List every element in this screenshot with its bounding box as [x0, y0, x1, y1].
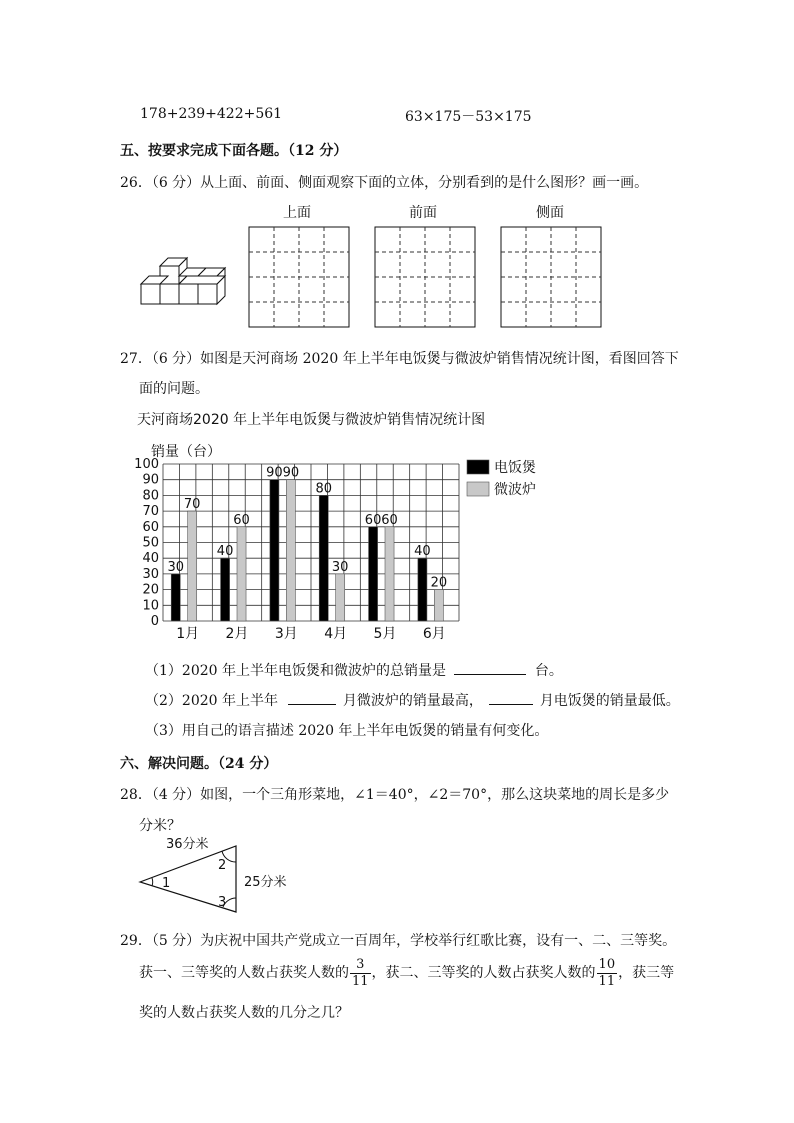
- bar-rice-cooker: [221, 558, 230, 621]
- y-tick-label: 40: [142, 551, 159, 567]
- x-tick-label: 2月: [225, 626, 249, 642]
- bar-value-label: 90: [266, 465, 283, 481]
- bar-value-label: 70: [183, 497, 201, 513]
- chart-svg: [134, 404, 541, 644]
- question-27-sub2-middle: 月微波炉的销量最高，: [342, 693, 483, 709]
- bar-value-label: 60: [381, 512, 398, 528]
- question-27-sub2: [145, 690, 680, 710]
- y-tick-label: 100: [134, 457, 159, 472]
- fraction-3-11: [350, 957, 371, 990]
- section-six-title: 六、解决问题。（24 分）: [120, 756, 278, 772]
- question-29-text-b: ，获二、三等奖的人数占获奖人数的: [371, 965, 596, 981]
- bar-value-label: 90: [282, 465, 300, 481]
- y-tick-label: 50: [142, 535, 159, 551]
- bar-value-label: 40: [216, 544, 234, 560]
- question-29-line3: 奖的人数占获奖人数的几分之几？: [139, 1005, 349, 1021]
- bar-rice-cooker: [319, 495, 328, 621]
- bar-microwave: [237, 527, 246, 621]
- view-label-top: 上面: [283, 205, 311, 221]
- fraction-10-11-numerator: 10: [598, 956, 616, 972]
- grid-top-view[interactable]: [248, 226, 350, 328]
- fraction-3-11-denominator: 11: [352, 973, 369, 989]
- sales-bar-chart: [134, 404, 541, 644]
- bar-microwave: [336, 574, 345, 621]
- legend-swatch: [467, 482, 489, 496]
- bar-value-label: 60: [364, 512, 382, 528]
- triangle-field-figure: [136, 836, 296, 918]
- section-five-title: 五、按要求完成下面各题。（12 分）: [120, 143, 348, 159]
- angle-2-label: 2: [218, 858, 227, 873]
- question-29-line1: 29．（5 分）为庆祝中国共产党成立一百周年，学校举行红歌比赛，设有一、二、三等奖。: [120, 933, 677, 949]
- y-tick-label: 60: [142, 519, 159, 535]
- legend-swatch: [467, 460, 489, 474]
- question-27-sub1-suffix: 台。: [534, 663, 563, 679]
- bar-rice-cooker: [369, 527, 378, 621]
- x-tick-label: 1月: [176, 626, 200, 642]
- y-tick-label: 30: [142, 566, 159, 582]
- bar-value-label: 40: [414, 544, 431, 560]
- legend-label: 微波炉: [494, 482, 536, 498]
- side-top-label: 36分米: [166, 837, 209, 852]
- fraction-3-11-numerator: 3: [350, 957, 371, 974]
- view-label-side: 侧面: [536, 205, 564, 221]
- question-28-line1: 28．（4 分）如图，一个三角形菜地，∠1＝40°，∠2＝70°，那么这块菜地的周长是多少: [120, 787, 670, 803]
- grid-front-view[interactable]: [374, 226, 476, 328]
- question-27-sub3: （3）用自己的语言描述 2020 年上半年电饭煲的销量有何变化。: [145, 723, 549, 739]
- legend-label: 电饭煲: [494, 460, 536, 476]
- bar-rice-cooker: [270, 480, 279, 621]
- x-tick-label: 4月: [324, 626, 348, 642]
- x-tick-label: 6月: [422, 626, 446, 642]
- x-tick-label: 5月: [373, 626, 397, 642]
- bar-value-label: 30: [167, 559, 185, 575]
- answer-blank-month-min[interactable]: [489, 690, 533, 705]
- question-27-sub1-prefix: （1）2020 年上半年电饭煲和微波炉的总销量是: [145, 663, 446, 679]
- y-tick-label: 70: [142, 504, 159, 520]
- side-right-label: 25分米: [244, 875, 287, 890]
- calc-expression-2: 63×175－53×175: [405, 109, 532, 125]
- angle-3-label: 3: [218, 895, 227, 910]
- cube-solid-figure: [136, 252, 236, 308]
- bar-microwave: [188, 511, 197, 621]
- y-tick-label: 0: [150, 614, 159, 629]
- x-tick-label: 3月: [274, 626, 298, 642]
- view-label-front: 前面: [409, 205, 437, 221]
- angle-1-label: 1: [162, 876, 171, 891]
- bar-value-label: 20: [430, 575, 448, 591]
- question-27-sub2-prefix: （2）2020 年上半年: [145, 693, 278, 709]
- question-28-line2: 分米？: [139, 818, 181, 834]
- bar-rice-cooker: [418, 558, 427, 621]
- y-tick-label: 80: [142, 488, 159, 504]
- bar-value-label: 80: [315, 481, 333, 497]
- bar-value-label: 60: [233, 512, 250, 528]
- question-29-line2: [139, 956, 674, 990]
- grid-side-view[interactable]: [500, 226, 602, 328]
- bar-microwave: [286, 480, 295, 621]
- y-tick-label: 90: [142, 472, 159, 488]
- bar-value-label: 30: [331, 559, 349, 575]
- question-29-text-c: ，获三等: [618, 965, 675, 981]
- bar-microwave: [434, 590, 443, 621]
- question-27-line1: 27．（6 分）如图是天河商场 2020 年上半年电饭煲与微波炉销售情况统计图，看图回答下: [120, 351, 679, 367]
- chart-y-axis-label: 销量（台）: [151, 444, 221, 460]
- calc-expression-1: 178+239+422+561: [140, 106, 283, 122]
- question-27-line2: 面的问题。: [139, 381, 209, 397]
- question-26-text: 26．（6 分）从上面、前面、侧面观察下面的立体，分别看到的是什么图形？画一画。: [120, 175, 649, 191]
- bar-rice-cooker: [171, 574, 180, 621]
- fraction-10-11: [597, 957, 618, 990]
- bar-microwave: [385, 527, 394, 621]
- y-tick-label: 20: [142, 582, 159, 598]
- answer-blank-total[interactable]: [454, 660, 526, 675]
- question-27-sub1: [145, 660, 563, 680]
- chart-title: 天河商场2020 年上半年电饭煲与微波炉销售情况统计图: [137, 412, 486, 428]
- question-27-sub2-suffix: 月电饭煲的销量最低。: [539, 693, 680, 709]
- y-tick-label: 10: [142, 598, 159, 614]
- fraction-10-11-denominator: 11: [598, 973, 616, 989]
- answer-blank-month-max[interactable]: [288, 690, 336, 705]
- question-29-text-a: 获一、三等奖的人数占获奖人数的: [139, 965, 349, 981]
